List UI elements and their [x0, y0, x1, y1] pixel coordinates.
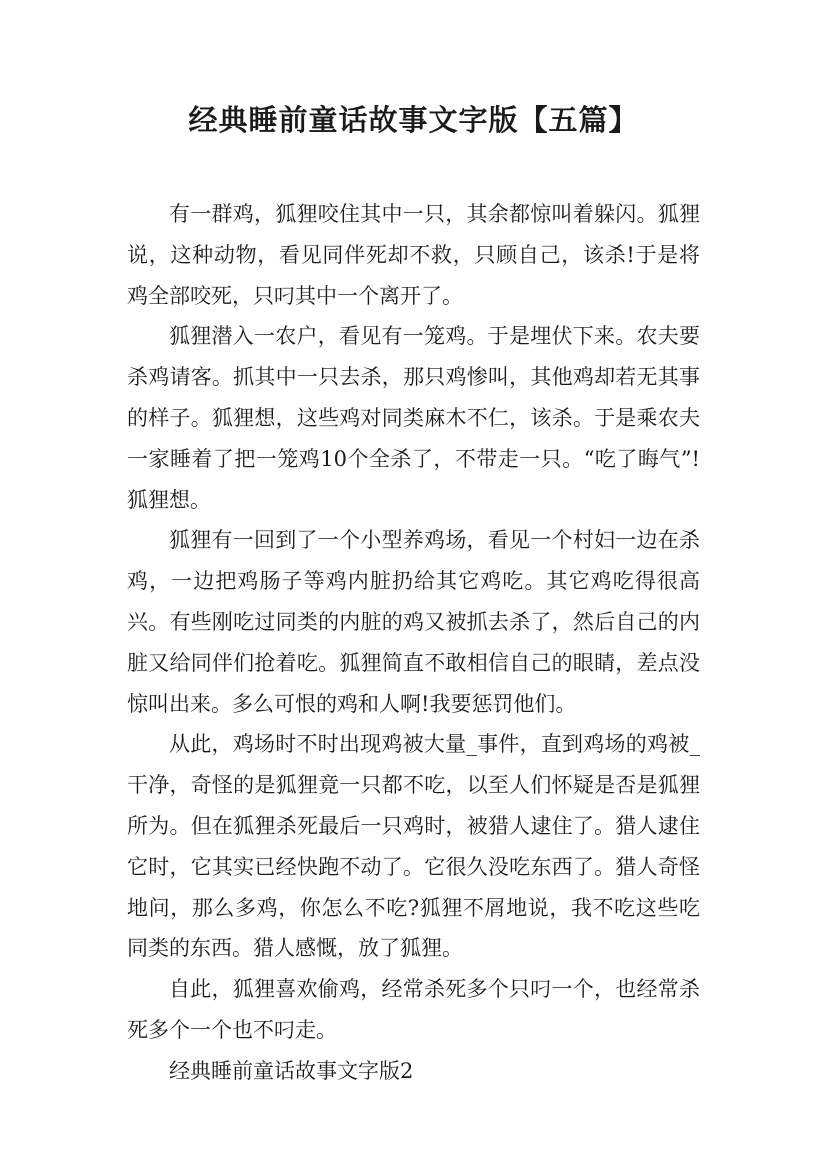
document-body: [127, 194, 700, 1092]
paragraph-4: 从此，鸡场时不时出现鸡被大量_事件，直到鸡场的鸡被_干净，奇怪的是狐狸竟一只都不吃，以至人们怀疑是否是狐狸所为。但在狐狸杀死最后一只鸡时，被猎人逮住了。猎人逮住它时，它其实已经快跑不动了。它很久没吃东西了。猎人奇怪地问，那么多鸡，你怎么不吃?狐狸不屑地说，我不吃这些吃同类的东西。猎人感慨，放了狐狸。: [127, 732, 700, 961]
paragraph-1: 有一群鸡，狐狸咬住其中一只，其余都惊叫着躲闪。狐狸说，这种动物，看见同伴死却不救，只顾自己，该杀!于是将鸡全部咬死，只叼其中一个离开了。: [127, 202, 700, 308]
paragraph-2: 狐狸潜入一农户，看见有一笼鸡。于是埋伏下来。农夫要杀鸡请客。抓其中一只去杀，那只鸡惨叫，其他鸡却若无其事的样子。狐狸想，这些鸡对同类麻木不仁，该杀。于是乘农夫一家睡着了把一笼鸡10个全杀了，不带走一只。“吃了晦气”!狐狸想。: [127, 324, 700, 512]
paragraph-5: 自此，狐狸喜欢偷鸡，经常杀死多个只叼一个，也经常杀死多个一个也不叼走。: [127, 977, 700, 1042]
document-title: 经典睡前童话故事文字版【五篇】: [188, 103, 639, 137]
section-heading-2: 经典睡前童话故事文字版2: [169, 1058, 414, 1083]
paragraph-3: 狐狸有一回到了一个小型养鸡场，看见一个村妇一边在杀鸡，一边把鸡肠子等鸡内脏扔给其它鸡吃。其它鸡吃得很高兴。有些刚吃过同类的内脏的鸡又被抓去杀了，然后自己的内脏又给同伴们抢着吃。狐狸简直不敢相信自己的眼睛，差点没惊叫出来。多么可恨的鸡和人啊!我要惩罚他们。: [127, 528, 700, 716]
